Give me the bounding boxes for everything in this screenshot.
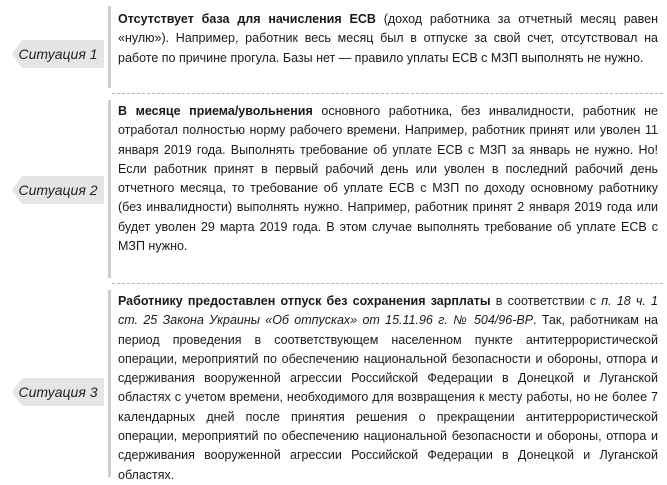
situation-row-1 [0,0,667,94]
vertical-divider [108,6,111,88]
situation-heading-1: Отсутствует база для начисления ЕСВ [118,12,376,26]
situation-text-1 [118,10,658,68]
situation-body-1: (доход работника за отчетный месяц равен «нулю»). Например, работник весь месяц был в отпуске за свой счет, отсутствовал на работе по причине прогула. Базы нет — правило уплаты ЕСВ с МЗП выполнять не нужно. [118,12,658,65]
law-reference: п. 18 ч. 1 ст. 25 Закона Украины «Об отпусках» от 15.11.96 г. № 504/96-ВР [118,294,658,328]
situation-text-3 [118,292,658,485]
vertical-divider [108,100,111,278]
situation-body-2: основного работника, без инвалидности, работник не отработал полностью норму рабочего времени. Например, работник принят или уволен 11 января 2019 года. Выполнять требование об уплате ЕСВ с МЗП за январь не нужно. Но! Если работник принят в первый рабочий день или уволен в последний рабочий день отчетного месяца, то требование об уплате ЕСВ с МЗП по доходу основному работнику (без инвалидности) выполнять нужно. Например, работник принят 2 января 2019 года или будет уволен 29 марта 2019 года. В этом случае выполнять требование об уплате ЕСВ с МЗП нужно. [118,104,658,254]
situation-label-tag-1 [0,0,104,94]
situation-label-2: Ситуация 2 [18,182,98,198]
situation-heading-3: Работнику предоставлен отпуск без сохранения зарплаты [118,294,491,308]
situation-label-tag-2 [0,94,104,284]
situation-text-2 [118,102,658,256]
vertical-divider [108,290,111,477]
situation-heading-2: В месяце приема/увольнения [118,104,313,118]
situation-row-2 [0,94,667,284]
situation-body-3: . Так, работникам на период проведения в соответствующем населенном пункте антитеррористической операции, мероприятий по обеспечению национальной безопасности и обороны, отпора и сдерживания вооруженной агрессии Российской Федерации в Донецкой и Луганской областях с учетом времени, необходимого для возвращения к месту работы, но не более 7 календарных дней после принятия решения о прекращении антитеррористической операции, мероприятий по обеспечению национальной безопасности и обороны, отпора и сдерживания вооруженной агрессии Российской Федерации в Донецкой и Луганской областях. [118,313,658,482]
situation-label-3: Ситуация 3 [18,384,98,400]
situation-label-tag-3 [0,284,104,483]
situation-row-3 [0,284,667,483]
situation-body-3-prefix: в соответствии с [490,294,602,308]
situation-label-1: Ситуация 1 [18,46,98,62]
